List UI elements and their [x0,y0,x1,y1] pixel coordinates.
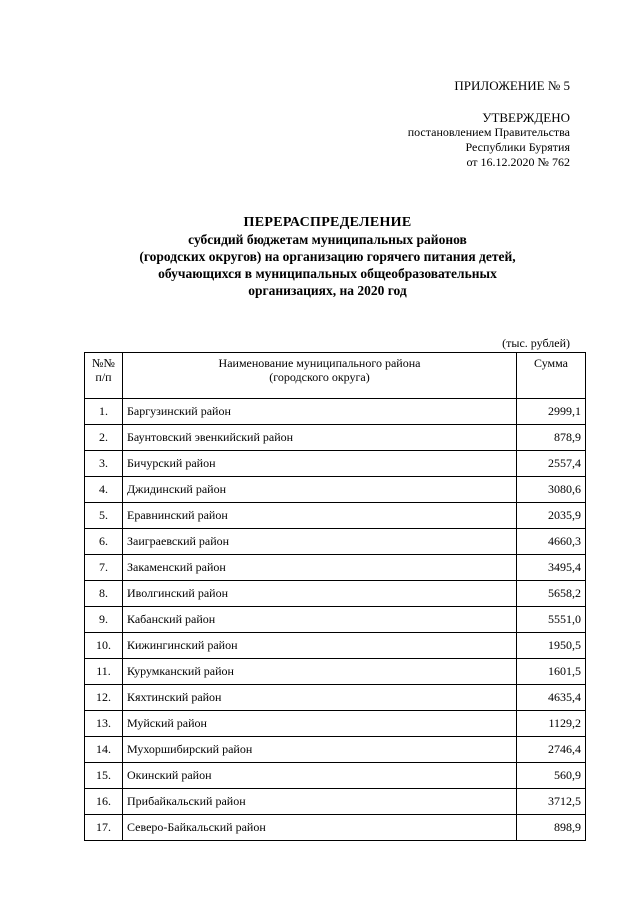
unit-label: (тыс. рублей) [502,336,570,350]
row-district-name: Кяхтинский район [123,685,517,711]
row-number: 4. [85,477,123,503]
header-sum: Сумма [517,353,586,399]
title-line: (городских округов) на организацию горячего питания детей, [139,249,516,264]
table-row [85,815,586,841]
document-title [70,214,585,299]
table-row [85,633,586,659]
table-row [85,685,586,711]
row-number: 12. [85,685,123,711]
title-line: субсидий бюджетам муниципальных районов [188,232,467,247]
row-sum: 1129,2 [517,711,586,737]
row-sum: 1601,5 [517,659,586,685]
approval-line: от 16.12.2020 № 762 [466,155,570,169]
row-sum: 2557,4 [517,451,586,477]
row-number: 11. [85,659,123,685]
header-number-line: п/п [95,370,112,384]
row-number: 5. [85,503,123,529]
row-number: 13. [85,711,123,737]
title-main: ПЕРЕРАСПРЕДЕЛЕНИЕ [243,215,412,230]
row-district-name: Иволгинский район [123,581,517,607]
row-sum: 1950,5 [517,633,586,659]
row-sum: 5551,0 [517,607,586,633]
row-sum: 878,9 [517,425,586,451]
table-row [85,399,586,425]
subsidy-table [84,352,586,841]
approval-line: Республики Бурятия [465,140,570,154]
row-sum: 2999,1 [517,399,586,425]
table-row [85,503,586,529]
appendix-label: ПРИЛОЖЕНИЕ № 5 [454,78,570,93]
table-row [85,789,586,815]
row-number: 7. [85,555,123,581]
row-district-name: Окинский район [123,763,517,789]
row-number: 3. [85,451,123,477]
table-row [85,581,586,607]
row-number: 15. [85,763,123,789]
table-row [85,529,586,555]
table-row [85,763,586,789]
row-district-name: Кабанский район [123,607,517,633]
header-number-line: №№ [92,356,115,370]
row-number: 9. [85,607,123,633]
row-sum: 2746,4 [517,737,586,763]
table-header-row [85,353,586,399]
row-number: 14. [85,737,123,763]
row-sum: 898,9 [517,815,586,841]
table-row [85,451,586,477]
title-line: организациях, на 2020 год [248,283,407,298]
row-district-name: Заиграевский район [123,529,517,555]
row-sum: 3495,4 [517,555,586,581]
header-name [123,353,517,399]
row-district-name: Бичурский район [123,451,517,477]
row-district-name: Закаменский район [123,555,517,581]
row-district-name: Баунтовский эвенкийский район [123,425,517,451]
title-line: обучающихся в муниципальных общеобразовательных [158,266,497,281]
row-district-name: Джидинский район [123,477,517,503]
row-sum: 2035,9 [517,503,586,529]
row-district-name: Курумканский район [123,659,517,685]
row-sum: 5658,2 [517,581,586,607]
approval-line: УТВЕРЖДЕНО [482,110,570,125]
row-number: 17. [85,815,123,841]
row-number: 2. [85,425,123,451]
row-district-name: Прибайкальский район [123,789,517,815]
row-number: 10. [85,633,123,659]
row-district-name: Баргузинский район [123,399,517,425]
row-number: 1. [85,399,123,425]
row-sum: 4635,4 [517,685,586,711]
header-number [85,353,123,399]
row-district-name: Еравнинский район [123,503,517,529]
table-row [85,711,586,737]
row-district-name: Мухоршибирский район [123,737,517,763]
header-name-line: Наименование муниципального района [218,356,421,370]
table-row [85,555,586,581]
row-sum: 3712,5 [517,789,586,815]
table-row [85,737,586,763]
table-row [85,477,586,503]
row-number: 8. [85,581,123,607]
row-sum: 4660,3 [517,529,586,555]
table-row [85,607,586,633]
table-row [85,659,586,685]
header-name-line: (городского округа) [269,370,370,384]
row-district-name: Северо-Байкальский район [123,815,517,841]
approval-line: постановлением Правительства [407,125,570,139]
table-row [85,425,586,451]
row-sum: 560,9 [517,763,586,789]
row-sum: 3080,6 [517,477,586,503]
approval-block [408,110,570,170]
row-number: 16. [85,789,123,815]
row-district-name: Муйский район [123,711,517,737]
row-district-name: Кижингинский район [123,633,517,659]
row-number: 6. [85,529,123,555]
